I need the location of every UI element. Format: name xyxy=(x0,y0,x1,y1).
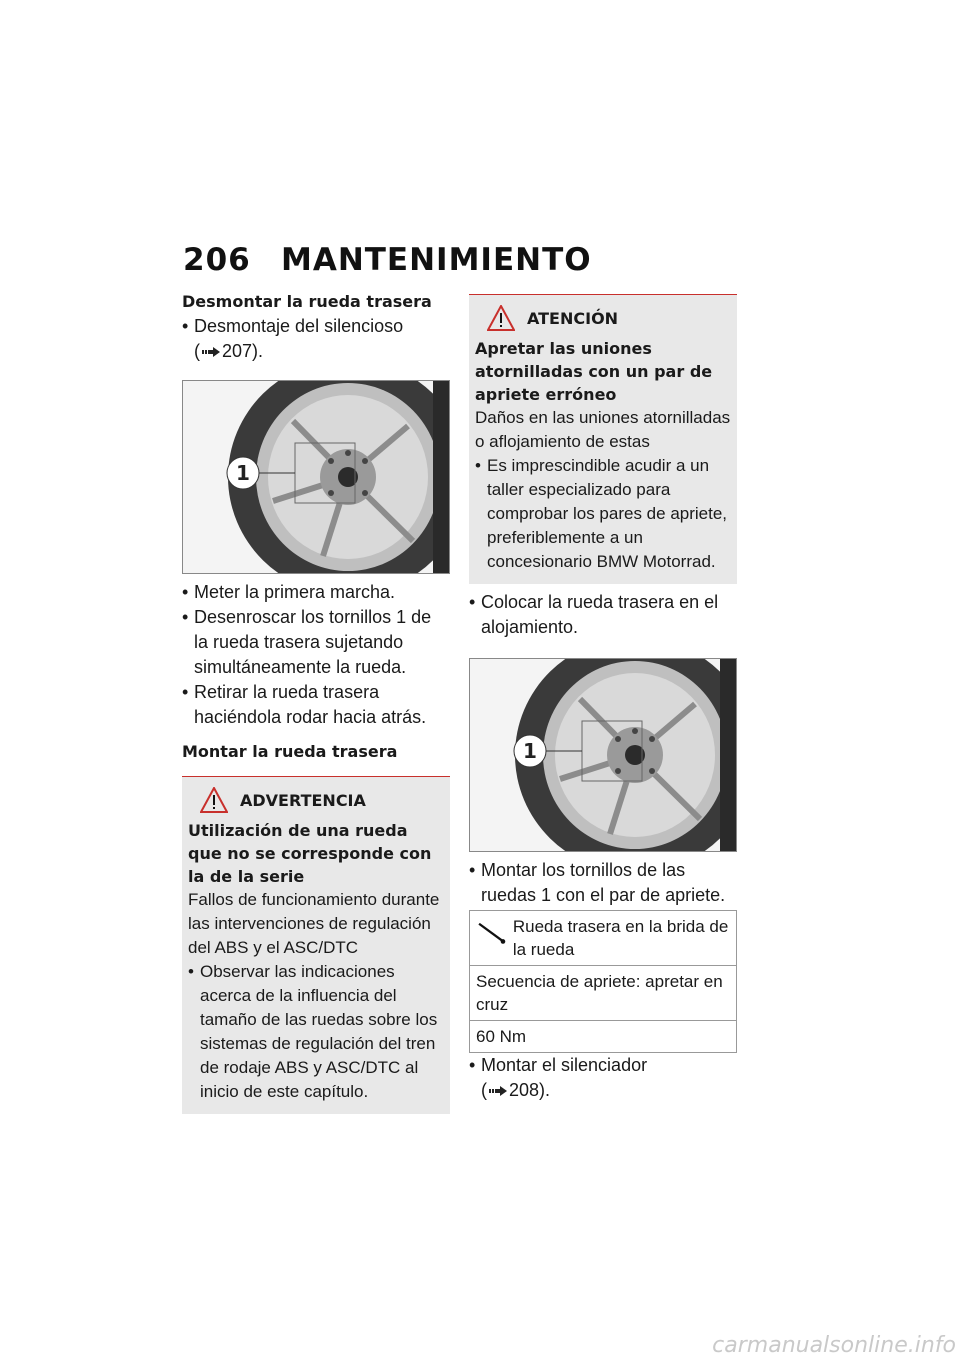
torque-spec-table xyxy=(469,910,737,1053)
warning-bullet: • Observar las indicaciones acerca de la influencia del tamaño de las ruedas sobre los sistemas de regulación del tren de rodaje ABS y ASC/DTC al inicio de este capítulo. xyxy=(188,960,444,1104)
warning-triangle-icon xyxy=(487,305,515,331)
page-ref[interactable]: 207 xyxy=(222,341,253,361)
placement-steps xyxy=(469,590,737,640)
caution-bullet: • Es imprescindible acudir a un taller especializado para comprobar los pares de apriete, preferiblemente a un concesionario BMW Motorrad. xyxy=(475,454,731,574)
figure-callout: 1 xyxy=(523,739,537,763)
table-row xyxy=(470,966,737,1021)
warning-label: ADVERTENCIA xyxy=(240,790,366,810)
table-row xyxy=(470,1021,737,1053)
silencer-steps xyxy=(469,1053,737,1103)
warning-body: Fallos de funcionamiento durante las intervenciones de regulación del ABS y el ASC/DTC xyxy=(188,890,440,957)
spec-heading: Rueda trasera en la brida de la rueda xyxy=(512,917,729,959)
rear-wheel-illustration xyxy=(183,381,449,573)
warning-header xyxy=(188,787,444,813)
right-column xyxy=(469,290,737,1103)
mounting-steps xyxy=(469,858,737,908)
spec-sequence: Secuencia de apriete: apretar en cruz xyxy=(470,966,737,1021)
page-number: 206 xyxy=(183,242,251,278)
step-item: • Colocar la rueda trasera en el alojamiento. xyxy=(469,590,737,640)
warning-triangle-icon xyxy=(200,787,228,813)
page-header xyxy=(183,242,592,278)
torque-wrench-icon xyxy=(476,915,507,951)
rear-wheel-figure xyxy=(182,380,450,574)
step-item: • Desenroscar los tornillos 1 de la rueda trasera sujetando simultáneamente la rueda. xyxy=(182,605,450,680)
caution-header xyxy=(475,305,731,331)
caution-label: ATENCIÓN xyxy=(527,308,619,328)
page-ref-arrow-icon xyxy=(202,347,220,357)
mount-wheel-heading: Montar la rueda trasera xyxy=(182,742,398,761)
figure-callout: 1 xyxy=(236,461,250,485)
prereq-list xyxy=(182,314,450,364)
page-ref-arrow-icon xyxy=(489,1086,507,1096)
caution-box xyxy=(469,294,737,584)
caution-title: Apretar las uniones atornilladas con un par de apriete erróneo xyxy=(475,339,713,404)
rear-wheel-figure-mount xyxy=(469,658,737,852)
step-item: • Montar los tornillos de las ruedas 1 con el par de apriete. xyxy=(469,858,737,908)
warning-bullets xyxy=(188,960,444,1104)
warning-title: Utilización de una rueda que no se corresponde con la de la serie xyxy=(188,821,432,886)
table-row xyxy=(470,911,737,966)
removal-steps xyxy=(182,580,450,730)
caution-bullets xyxy=(475,454,731,574)
rear-wheel-illustration xyxy=(470,659,736,851)
caution-body: Daños en las uniones atornilladas o aflojamiento de estas xyxy=(475,408,731,451)
spec-torque: 60 Nm xyxy=(470,1021,737,1053)
page-ref[interactable]: 208 xyxy=(509,1080,540,1100)
step-item: • Montar el silenciador ( 208). xyxy=(469,1053,737,1103)
step-item: • Meter la primera marcha. xyxy=(182,580,450,605)
step-item: • Retirar la rueda trasera haciéndola rodar hacia atrás. xyxy=(182,680,450,730)
prereq-item: • Desmontaje del silencioso ( 207). xyxy=(182,314,450,364)
warning-box xyxy=(182,776,450,1114)
watermark: carmanualsonline.info xyxy=(712,1333,956,1358)
left-column xyxy=(182,290,450,1114)
section-title: MANTENIMIENTO xyxy=(281,242,592,278)
remove-wheel-heading: Desmontar la rueda trasera xyxy=(182,292,432,311)
